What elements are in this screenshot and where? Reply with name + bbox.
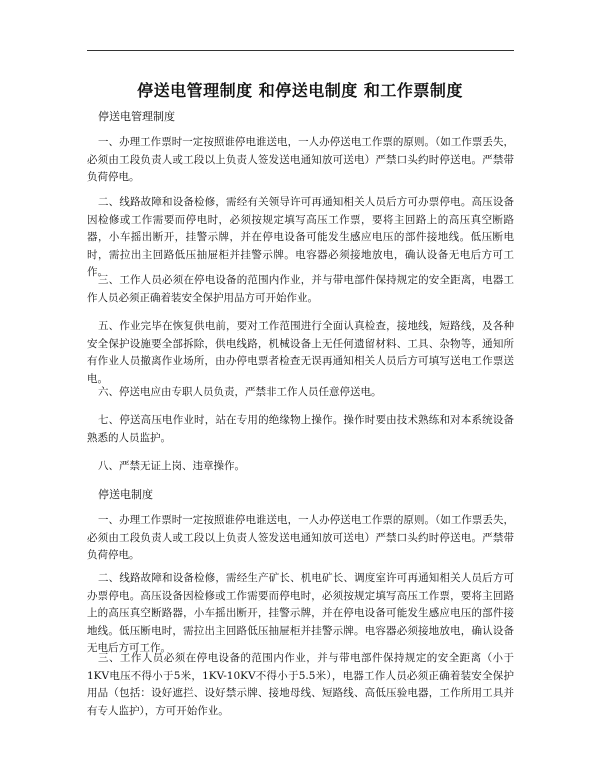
paragraph: 三、工作人员必须在停电设备的范围内作业，并与带电部件保持规定的安全距离（小于1KV电压不得小于5米，1KV-10KV不得小于5.5米），电器工作人员必须正确着装安全保护用品（包括：设好遮拦、设好禁示牌、接地母线、短路线、高低压验电器，工作所用工具并有专人监护），方可开始作业。 [87,652,514,717]
paragraph: 二、线路故障和设备检修，需经有关领导许可再通知相关人员后方可办票停电。高压设备因检修或工作需要而停电时，必须按规定填写高压工作票，要将主回路上的高压真空断路器，小车摇出断开，挂警示牌，并在停电设备可能发生感应电压的部件接地线。低压断电时，需拉出主回路低压抽屉柜并挂警示牌。电容器必须接地放电，确认设备无电后方可工作。 [87,196,514,278]
paragraph: 八、严禁无证上岗、违章操作。 [98,460,245,472]
paragraph: 六、停送电应由专职人员负责，严禁非工作人员任意停送电。 [98,386,382,398]
paragraph: 一、办理工作票时一定按照谁停电谁送电，一人办停送电工作票的原则。（如工作票丢失，必须由工段负责人或工段以上负责人签发送电通知放可送电）严禁口头约时停送电。严禁带负荷停电。 [87,136,514,183]
paragraph: 五、作业完毕在恢复供电前，要对工作范围进行全面认真检查，接地线，短路线，及各种安全保护设施要全部拆除，供电线路，机械设备上无任何遗留材料、工具、杂物等，通知所有作业人员撤离作业场所，由办停电票者检查无误再通知相关人员后方可填写送电工作票送电。 [87,320,514,385]
header-rule [87,50,514,51]
paragraph: 一、办理工作票时一定按照谁停电谁送电，一人办停送电工作票的原则。（如工作票丢失，必须由工段负责人或工段以上负责人签发送电通知放可送电）严禁口头约时停送电。严禁带负荷停电。 [87,514,514,561]
paragraph: 二、线路故障和设备检修，需经生产矿长、机电矿长、调度室许可再通知相关人员后方可办票停电。高压设备因检修或工作需要而停电时，必须按规定填写高压工作票，要将主回路上的高压真空断路器，小车摇出断开，挂警示牌，并在停电设备可能发生感应电压的部件接地线。低压断电时，需拉出主回路低压抽屉柜并挂警示牌。电容器必须接地放电，确认设备无电后方可工作。 [87,572,514,654]
section-heading: 停送电制度 [98,488,153,501]
paragraph: 七、停送高压电作业时，站在专用的绝缘物上操作。操作时要由技术熟练和对本系统设备熟悉的人员监护。 [87,414,514,444]
section-heading: 停送电管理制度 [98,110,175,123]
document-title: 停送电管理制度 和停送电制度 和工作票制度 [137,81,463,100]
paragraph: 三、工作人员必须在停电设备的范围内作业，并与带电部件保持规定的安全距离，电器工作人员必须正确着装安全保护用品方可开始作业。 [87,274,514,304]
